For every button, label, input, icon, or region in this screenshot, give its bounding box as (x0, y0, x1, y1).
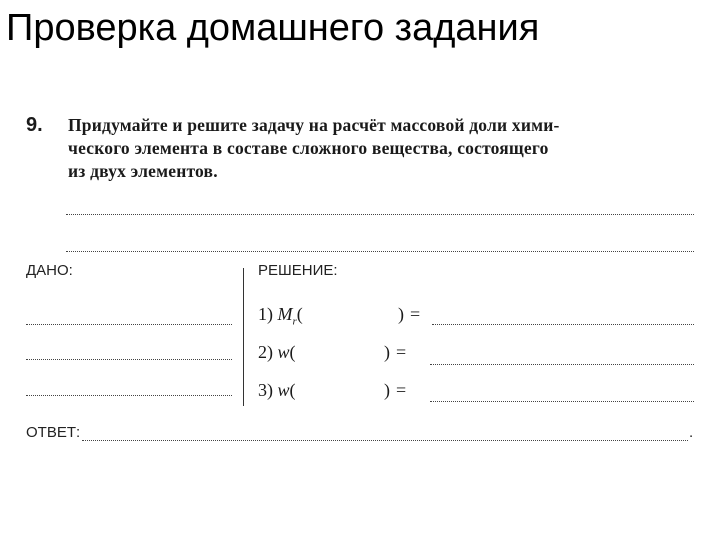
given-label: ДАНО: (26, 262, 73, 279)
step-close-paren: ) (398, 304, 404, 324)
worksheet-scan (0, 100, 720, 450)
answer-line[interactable] (82, 440, 688, 441)
step-open-paren: ( (289, 380, 296, 400)
task-line: ческого элемента в составе сложного вещества, состоящего (68, 138, 549, 158)
step-close-paren: ) (384, 380, 390, 400)
step-symbol: w (277, 380, 290, 400)
step-open-paren: ( (296, 304, 303, 324)
solution-label: РЕШЕНИЕ: (258, 262, 338, 279)
step-equals: = (396, 342, 407, 362)
step-symbol: M (277, 304, 293, 324)
step-equals: = (410, 304, 421, 324)
task-line: из двух элементов. (68, 161, 218, 181)
given-line[interactable] (26, 395, 232, 396)
step-index: 1) (258, 304, 273, 324)
slide-title: Проверка домашнего задания (6, 7, 540, 49)
step-index: 2) (258, 342, 273, 362)
step-subscript: r (292, 315, 297, 328)
answer-label: ОТВЕТ: (26, 424, 81, 441)
task-text (68, 114, 700, 183)
step-answer-line[interactable] (430, 364, 694, 365)
writing-line[interactable] (66, 251, 694, 252)
writing-line[interactable] (66, 214, 694, 215)
solution-step-2 (258, 342, 296, 363)
step-answer-line[interactable] (432, 324, 694, 325)
solution-step-1 (258, 304, 303, 328)
task-line: Придумайте и решите задачу на расчёт массовой доли хими- (68, 115, 560, 135)
step-symbol: w (277, 342, 290, 362)
task-number: 9. (26, 114, 43, 136)
step-close-paren: ) (384, 342, 390, 362)
step-open-paren: ( (289, 342, 296, 362)
given-line[interactable] (26, 359, 232, 360)
given-line[interactable] (26, 324, 232, 325)
step-equals: = (396, 380, 407, 400)
column-divider (243, 268, 244, 406)
step-answer-line[interactable] (430, 401, 694, 402)
step-index: 3) (258, 380, 273, 400)
answer-end-period: . (689, 424, 694, 441)
solution-step-3 (258, 380, 296, 401)
